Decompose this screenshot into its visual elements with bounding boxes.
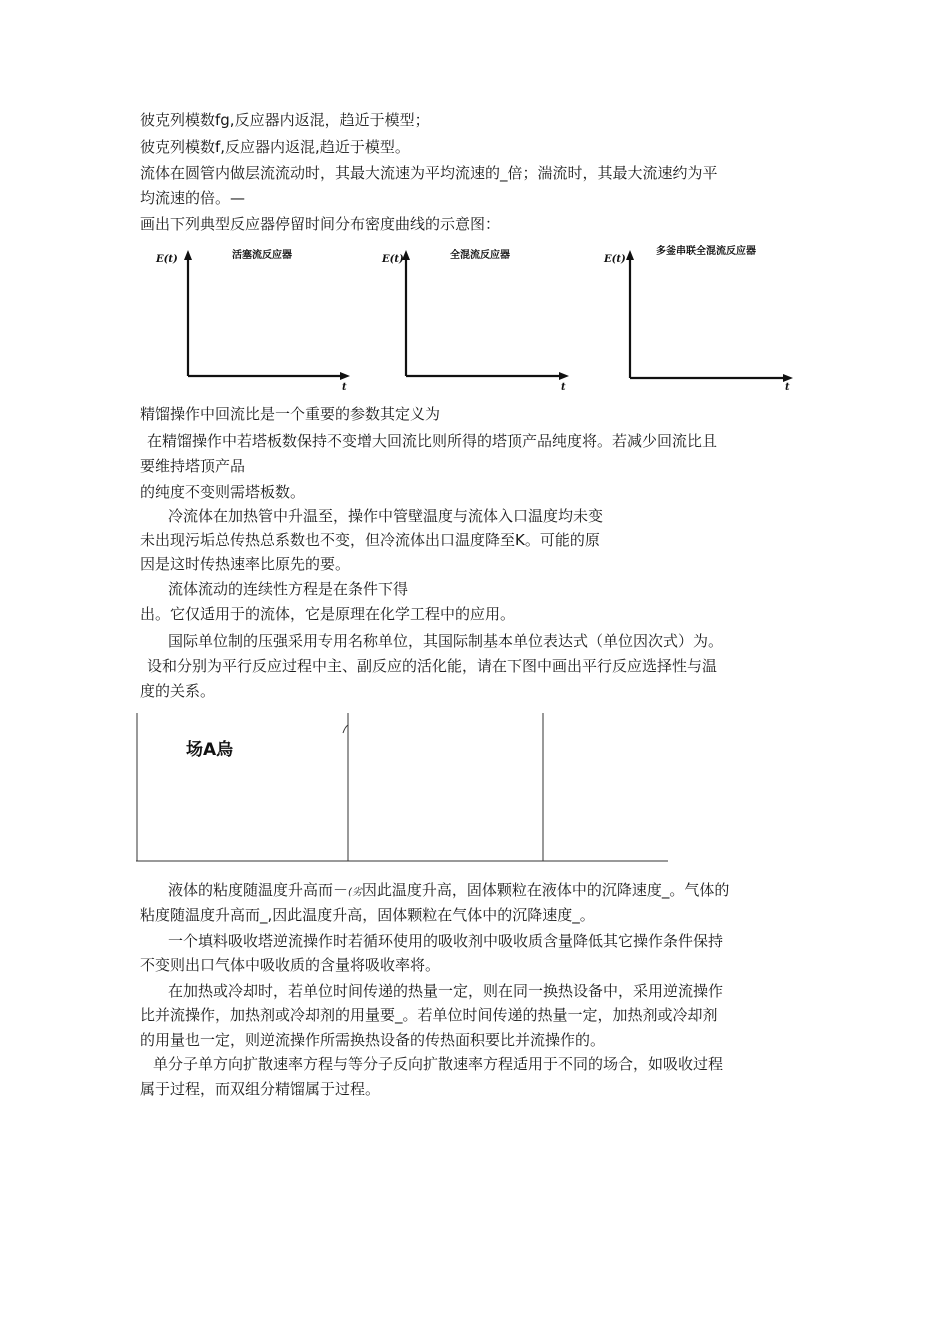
grid-cell-text: 场A烏 bbox=[186, 740, 234, 760]
para-symbol: (劣 bbox=[348, 887, 362, 898]
para-line: 的纯度不变则需塔板数。 bbox=[140, 483, 306, 501]
para-line: 画出下列典型反应器停留时间分布密度曲线的示意图： bbox=[140, 215, 501, 233]
para-line: 粘度随温度升高而_,因此温度升高，固体颗粒在气体中的沉降速度_。 bbox=[140, 906, 595, 924]
para-line: 在加热或冷却时，若单位时间传递的热量一定，则在同一换热设备中，采用逆流操作 bbox=[168, 982, 724, 1000]
rtd-graph-cstr bbox=[381, 248, 569, 393]
rtd-graph-plug-flow bbox=[155, 248, 350, 393]
para-line: 一个填料吸收塔逆流操作时若循环使用的吸收剂中吸收质含量降低其它操作条件保持 bbox=[168, 932, 724, 950]
para-line: 流体流动的连续性方程是在条件下得 bbox=[168, 580, 409, 598]
para-line: 彼克列模数fg,反应器内返混，趋近于模型； bbox=[140, 111, 430, 129]
para-line bbox=[168, 880, 838, 903]
para-line: 流体在圆管内做层流流动时，其最大流速为平均流速的_倍；湍流时，其最大流速约为平 bbox=[140, 164, 718, 182]
para-line: 设和分别为平行反应过程中主、副反应的活化能，请在下图中画出平行反应选择性与温 bbox=[147, 657, 718, 675]
para-line: 的用量也一定，则逆流操作所需换热设备的传热面积要比并流操作的。 bbox=[140, 1031, 606, 1049]
para-line: 单分子单方向扩散速率方程与等分子反向扩散速率方程适用于不同的场合，如吸收过程 bbox=[153, 1055, 724, 1073]
para-line: 均流速的倍。— bbox=[140, 189, 246, 207]
x-axis-label: t bbox=[342, 382, 347, 393]
y-axis-label: E(t) bbox=[156, 254, 178, 265]
para-line: 国际单位制的压强采用专用名称单位，其国际制基本单位表达式（单位因次式）为。 bbox=[168, 632, 724, 650]
para-line: 彼克列模数f,反应器内返混,趋近于模型。 bbox=[140, 138, 410, 156]
rtd-graphs bbox=[140, 240, 810, 400]
graph-title: 全混流反应器 bbox=[450, 250, 510, 261]
para-segment: 液体的粘度随温度升高而－ bbox=[168, 881, 349, 899]
para-line: 冷流体在加热管中升温至，操作中管壁温度与流体入口温度均未变 bbox=[168, 507, 604, 525]
para-line: 比并流操作，加热剂或冷却剂的用量要_。若单位时间传递的热量一定，加热剂或冷却剂 bbox=[140, 1006, 718, 1024]
y-axis-label: E(t) bbox=[382, 254, 404, 265]
rtd-graph-cstr-series bbox=[603, 244, 793, 393]
para-line: 精馏操作中回流比是一个重要的参数其定义为 bbox=[140, 405, 441, 423]
para-line: 度的关系。 bbox=[140, 682, 216, 700]
para-line: 要维持塔顶产品 bbox=[140, 457, 246, 475]
y-axis-label: E(t) bbox=[604, 254, 626, 265]
para-line: 不变则出口气体中吸收质的含量将吸收率将。 bbox=[140, 956, 441, 974]
para-line: 属于过程，而双组分精馏属于过程。 bbox=[140, 1080, 381, 1098]
para-line: 出。它仅适用于的流体，它是原理在化学工程中的应用。 bbox=[140, 605, 516, 623]
para-line: 未出现污垢总传热总系数也不变，但冷流体出口温度降至K。可能的原 bbox=[140, 531, 600, 549]
graph-title: 多釜串联全混流反应器 bbox=[656, 246, 756, 257]
x-axis-label: t bbox=[785, 382, 790, 393]
para-segment: 因此温度升高，固体颗粒在液体中的沉降速度_。气体的 bbox=[361, 881, 730, 899]
para-line: 在精馏操作中若塔板数保持不变增大回流比则所得的塔顶产品纯度将。若减少回流比且 bbox=[147, 432, 718, 450]
para-line: 因是这时传热速率比原先的要。 bbox=[140, 555, 351, 573]
x-axis-label: t bbox=[561, 382, 566, 393]
graph-title: 活塞流反应器 bbox=[232, 250, 292, 261]
